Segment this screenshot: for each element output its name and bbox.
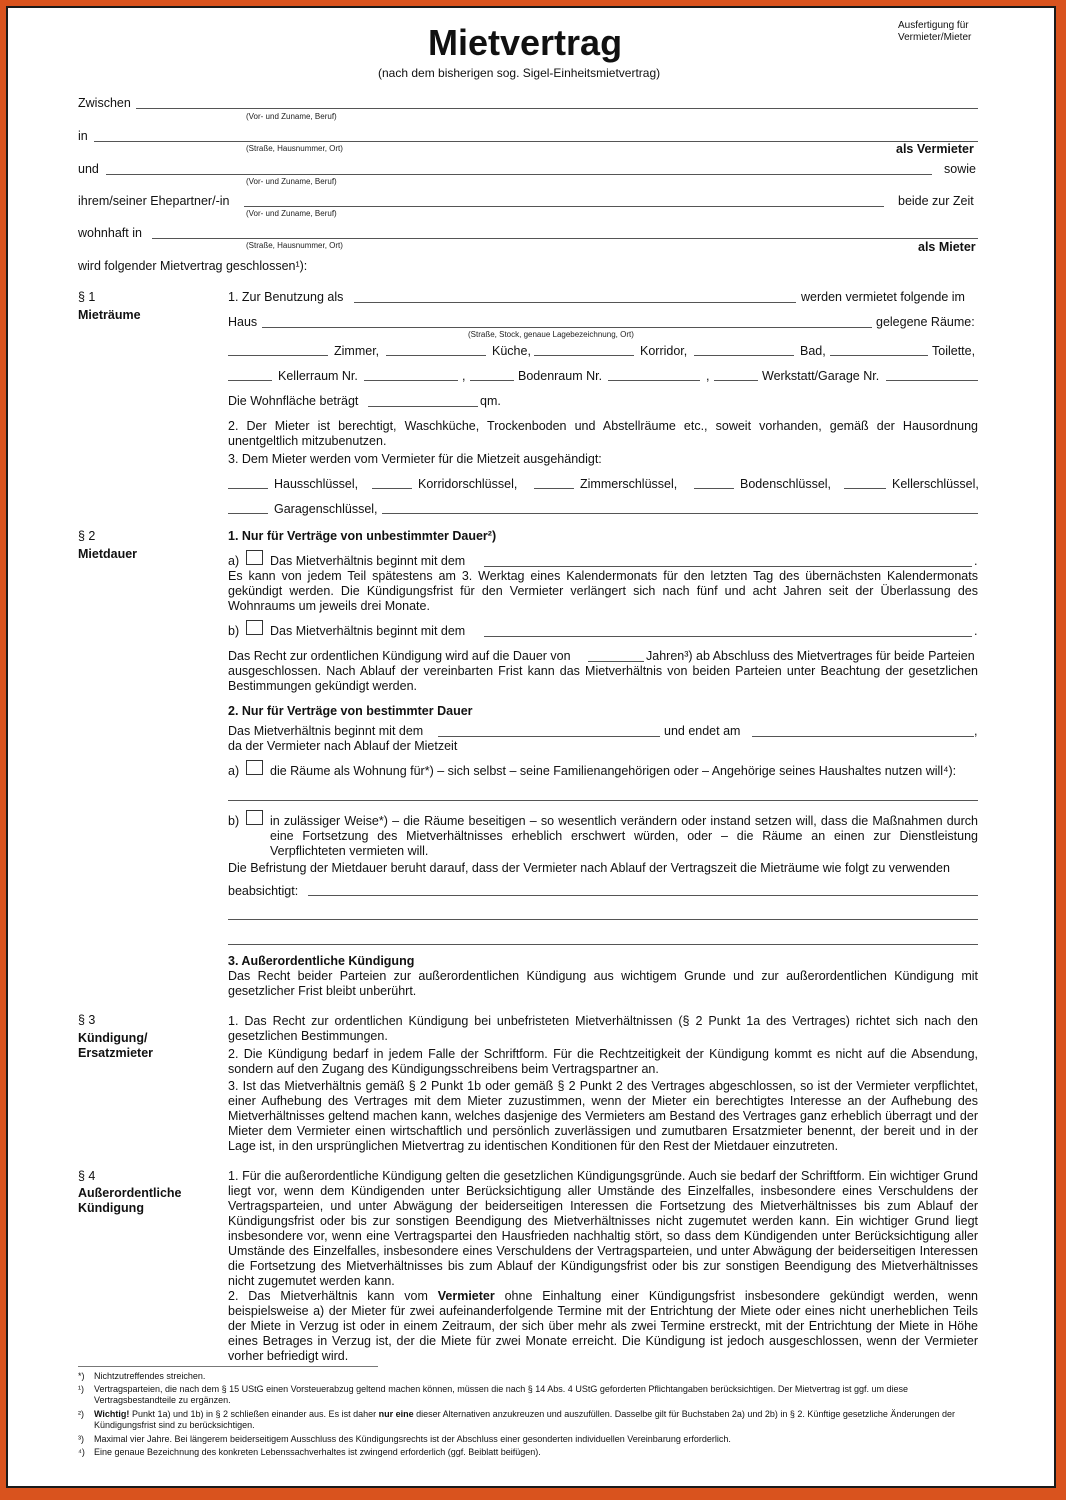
room-key-count[interactable] (534, 488, 574, 489)
hint-addr-2: (Straße, Hausnummer, Ort) (246, 241, 343, 250)
section-2-number: § 2 (78, 529, 96, 543)
section-4-number: § 4 (78, 1169, 96, 1183)
attic-key-count[interactable] (694, 488, 734, 489)
corridor-key-count[interactable] (372, 488, 412, 489)
garage-number-field[interactable] (886, 380, 978, 381)
fn2-bold-2: nur eine (378, 1409, 414, 1419)
s2-a-text: Das Mietverhältnis beginnt mit dem (270, 554, 466, 568)
s4-p2-bold: Vermieter (437, 1289, 495, 1303)
s2-recht-a: Das Recht zur ordentlichen Kündigung wird auf die Dauer von (228, 649, 571, 663)
intended-use-field-2[interactable] (228, 919, 978, 920)
label-wohnflaeche: Die Wohnfläche beträgt (228, 394, 359, 408)
room-toilette: Toilette, (932, 344, 976, 358)
living-area-field[interactable] (368, 406, 478, 407)
page-title: Mietvertrag (428, 22, 623, 63)
label-bodenraum: Bodenraum Nr. (518, 369, 603, 383)
s3-paragraph-3: 3. Ist das Mietverhältnis gemäß § 2 Punkt 1b oder gemäß § 2 Punkt 2 des Vertrages abgeschlossen, so ist der Vermieter verpflichtet, einer Aufhebung des Vertrages mit dem Mieter zuzustimmen, wenn der Mieter ein berechtigtes Interesse an der Aufhebung des Mietverhältnisses geltend machen kann, welches dasjenige des Vermieters am Bestand des Vertrages ganz erheblich überragt und der Mieter dem Vermieter einen wirtschaftlich und persönlich zuverlässigen und zumutbaren Ersatzmieter benennt, der bereit und in der Lage ist, in den ursprünglichen Mietvertrag zu identischen Konditionen für den Rest der Mietdauer einzutreten. (228, 1079, 978, 1153)
label-qm: qm. (480, 394, 501, 408)
fn-mark-3: ³) (78, 1434, 84, 1444)
own-use-reason-field[interactable] (228, 800, 978, 801)
s2-a-paragraph: Es kann von jedem Teil spätestens am 3. Werktag eines Kalendermonats für den letzten Tag des übernächsten Kalendermonats gekündigt werden. Die Kündigungsfrist für den Vermieter verlängert sich nach fünf und acht Jahren seit der Überlassung des Wohnraums um jeweils drei Monate. (228, 569, 978, 613)
copy-note-1: Ausfertigung für (898, 20, 969, 31)
page-subtitle: (nach dem bisherigen sog. Sigel-Einheitsmietvertrag) (378, 66, 661, 80)
s2-recht-b: Jahren³) ab Abschluss des Mietvertrages für beide Parteien (646, 649, 975, 663)
key-zimmer: Zimmerschlüssel, (580, 477, 678, 491)
checkbox-2a[interactable] (246, 760, 263, 775)
fn2-bold-1: Wichtig! (94, 1409, 130, 1419)
section-1-title: Mieträume (78, 308, 141, 322)
section-3-number: § 3 (78, 1013, 96, 1027)
attic-number-field[interactable] (608, 380, 700, 381)
label-in: in (78, 129, 88, 143)
s2-b-label: b) (228, 624, 240, 638)
label-beide-zur-zeit: beide zur Zeit (898, 194, 974, 208)
fn-mark-4: ⁴) (78, 1447, 85, 1457)
s2-beginnt: Das Mietverhältnis beginnt mit dem (228, 724, 424, 738)
section-4-title-2: Kündigung (78, 1201, 144, 1215)
toilet-field[interactable] (830, 355, 928, 356)
s3-paragraph-2: 2. Die Kündigung bedarf in jedem Falle der Schriftform. Für die Rechtzeitigkeit der Kündigung kommt es nicht auf die Absendung, sondern auf den Zugang des Kündigungsschreibens beim Vertragspartner an. (228, 1047, 978, 1076)
s2-heading-1: 1. Nur für Verträge von unbestimmter Dauer²) (228, 529, 497, 543)
corridor-field[interactable] (534, 355, 634, 356)
contract-page (6, 6, 1056, 1488)
s1-paragraph-2: 2. Der Mieter ist berechtigt, Waschküche, Trockenboden und Abstellräume etc., soweit vorhanden, gemäß der Hausordnung unentgeltlich mitzubenutzen. (228, 419, 978, 448)
s2-b2-line1: in zulässiger Weise*) – die Räume beseitigen – so wesentlich verändern oder instand setzen will, dass die Maßnahmen durch eine Fortsetzung des Mietverhältnisses erheblich erschwert würden, oder – die Räume an einen zur Dienstleistung Verpflichteten vermieten will. (270, 814, 978, 858)
label-wohnhaft: wohnhaft in (78, 226, 142, 240)
garage-count-field[interactable] (714, 380, 758, 381)
house-key-count[interactable] (228, 488, 268, 489)
s2-comma: , (974, 724, 978, 738)
s2-da: da der Vermieter nach Ablauf der Mietzeit (228, 739, 458, 753)
spouse-name-field[interactable] (244, 206, 884, 207)
s2-heading-2: 2. Nur für Verträge von bestimmter Dauer (228, 704, 473, 718)
fixed-end-date-field[interactable] (752, 736, 974, 737)
section-1-number: § 1 (78, 290, 96, 304)
fn-mark-0: *) (78, 1371, 85, 1381)
checkbox-1b[interactable] (246, 620, 263, 635)
cellar-key-count[interactable] (844, 488, 886, 489)
landlord-address-field[interactable] (94, 141, 978, 142)
s2-a2-label: a) (228, 764, 240, 778)
garage-key-count[interactable] (228, 513, 268, 514)
fn-mark-2: ²) (78, 1409, 84, 1419)
label-und: und (78, 162, 99, 176)
section-4-title-1: Außerordentliche (78, 1186, 182, 1200)
s3-paragraph-1: 1. Das Recht zur ordentlichen Kündigung bei unbefristeten Mietverhältnissen (§ 2 Punkt 1a des Vertrages) richtet sich nach den gesetzlichen Bestimmungen. (228, 1014, 978, 1043)
room-zimmer: Zimmer, (334, 344, 380, 358)
cellar-count-field[interactable] (228, 380, 272, 381)
s2-endet: und endet am (664, 724, 741, 738)
fn-text-4: Eine genaue Bezeichnung des konkreten Lebenssachverhaltes ist zwingend erforderlich (ggf. Beiblatt beifügen). (94, 1447, 541, 1457)
tenant-address-field[interactable] (152, 238, 978, 239)
hint-name-1: (Vor- und Zuname, Beruf) (246, 112, 337, 121)
cellar-number-field[interactable] (364, 380, 458, 381)
fn2-a: Punkt 1a) und 1b) in § 2 schließen einander aus. Es ist daher (131, 1409, 377, 1419)
hint-haus: (Straße, Stock, genaue Lagebezeichnung, Ort) (468, 330, 634, 339)
s2-befristung: Die Befristung der Mietdauer beruht darauf, dass der Vermieter nach Ablauf der Vertragszeit die Mieträume wie folgt zu verwenden (228, 861, 950, 875)
start-date-1b-field[interactable] (484, 636, 972, 637)
landlord-name-field[interactable] (136, 108, 978, 109)
usage-field[interactable] (354, 302, 796, 303)
s2-a-dot: . (974, 554, 978, 568)
other-keys-field[interactable] (382, 513, 978, 514)
room-bad: Bad, (800, 344, 826, 358)
s4-paragraph-1: 1. Für die außerordentliche Kündigung gelten die gesetzlichen Kündigungsgründe. Auch sie bedarf der Schriftform. Ein wichtiger Grund liegt vor, wenn dem Kündigenden unter Berücksichtigung aller Umstände des Einzelfalles, insbesondere eines Verschuldens der Vertragsparteien, und unter Abwägung der beiderseitigen Interessen die Fortsetzung des Mietverhältnisses bis zum Ablauf der Kündigungsfrist oder bis zur sonstigen Beendigung des Mietverhältnisses nicht zugemutet werden kann. Ein wichtiger Grund liegt insbesondere vor, wenn eine Vertragspartei den Hausfrieden nachhaltig stört, so dass dem Kündigenden unter Berücksichtigung aller Umstände des Einzelfalles, insbesondere eines Verschuldens der Vertragsparteien, und unter Abwägung der beiderseitigen Interessen die Fortsetzung des Mietverhältnisses bis zum Ablauf der Kündigungsfrist oder bis zur sonstigen Beendigung des Mietverhältnisses nicht zugemutet werden kann. (228, 1169, 978, 1288)
hint-name-2: (Vor- und Zuname, Beruf) (246, 177, 337, 186)
checkbox-1a[interactable] (246, 550, 263, 565)
label-als-mieter: als Mieter (918, 240, 976, 254)
fn-mark-1: ¹) (78, 1384, 84, 1394)
s2-b-dot: . (974, 624, 978, 638)
key-haus: Hausschlüssel, (274, 477, 359, 491)
fixed-start-date-field[interactable] (438, 736, 660, 737)
s2-recht-paragraph: ausgeschlossen. Nach Ablauf der vereinbarten Frist kann das Mietverhältnis von beiden Parteien unter Beachtung der gesetzlichen Bestimmungen gekündigt werden. (228, 664, 978, 693)
room-korridor: Korridor, (640, 344, 688, 358)
label-sowie: sowie (944, 162, 976, 176)
comma-1: , (462, 369, 466, 383)
label-zwischen: Zwischen (78, 96, 131, 110)
tenant-name-field[interactable] (106, 174, 932, 175)
s1-zur-benutzung: 1. Zur Benutzung als (228, 290, 344, 304)
intended-use-field-3[interactable] (228, 944, 978, 945)
s2-a2-text: die Räume als Wohnung für*) – sich selbst – seine Familienangehörigen oder – Angehörige seines Haushaltes nutzen will⁴): (270, 764, 957, 778)
label-als-vermieter: als Vermieter (896, 142, 974, 156)
key-boden: Bodenschlüssel, (740, 477, 832, 491)
fn-text-1: Vertragsparteien, die nach dem § 15 UStG einen Vorsteuerabzug geltend machen können, müssen die nach § 14 Abs. 4 UStG geforderten Pflichtangaben berücksichtigen. Der Mietvertrag ist ggf. um diese Vertragsbestandteile zu ergänzen. (94, 1384, 908, 1405)
s1-haus: Haus (228, 315, 258, 329)
rooms-count-field[interactable] (228, 355, 328, 356)
kitchen-field[interactable] (386, 355, 486, 356)
section-2-title: Mietdauer (78, 547, 138, 561)
label-kellerraum: Kellerraum Nr. (278, 369, 358, 383)
section-3-title-1: Kündigung/ (78, 1031, 148, 1045)
fn-text-3: Maximal vier Jahre. Bei längerem beiderseitigem Ausschluss des Kündigungsrechts ist der Abschluss einer gesonderten individuellen Vereinbarung erforderlich. (94, 1434, 731, 1444)
bath-field[interactable] (694, 355, 794, 356)
footnote-divider (78, 1366, 378, 1367)
key-korridor: Korridorschlüssel, (418, 477, 518, 491)
copy-note-2: Vermieter/Mieter (898, 32, 972, 43)
key-garage: Garagenschlüssel, (274, 502, 378, 516)
s1-gelegene: gelegene Räume: (876, 315, 975, 329)
fn2-b: dieser Alternativen anzukreuzen und auszufüllen. Dasselbe gilt für Buchstaben 2a) und 2b) in § 2. Künftige gesetzliche Änderungen der Kündigungsfrist sind zu berücksichtigen. (94, 1409, 955, 1430)
label-ehepartner: ihrem/seiner Ehepartner/-in (78, 194, 230, 208)
s2-b-text: Das Mietverhältnis beginnt mit dem (270, 624, 466, 638)
intended-use-field-1[interactable] (308, 895, 978, 896)
section-3-title-2: Ersatzmieter (78, 1046, 154, 1060)
house-field[interactable] (262, 327, 872, 328)
s4-p2-b: ohne Einhaltung einer Kündigungsfrist insbesondere gekündigt werden, wenn beispielsweise a) der Mieter für zwei aufeinanderfolgende Termine mit der Entrichtung der Miete oder eines nicht unerheblichen Teils der Miete in Verzug ist oder in einem Zeitraum, der sich über mehr als zwei Termine erstreckt, mit der Entrichtung der Miete in Höhe eines Betrages in Verzug ist, der die Miete für zwei Monate erreicht. Die Kündigung ist jedoch ausgeschlossen, wenn der Vermieter vorher befriedigt wird. (228, 1289, 978, 1363)
room-kueche: Küche, (492, 344, 531, 358)
s2-heading-3: 3. Außerordentliche Kündigung (228, 954, 415, 968)
fn-text-0: Nichtzutreffendes streichen. (94, 1371, 206, 1381)
s2-a-label: a) (228, 554, 240, 568)
s1-paragraph-3: 3. Dem Mieter werden vom Vermieter für die Mietzeit ausgehändigt: (228, 452, 602, 466)
hint-addr-1: (Straße, Hausnummer, Ort) (246, 144, 343, 153)
s1-vermietet: werden vermietet folgende im (801, 290, 965, 304)
exclusion-years-field[interactable] (588, 661, 644, 662)
attic-count-field[interactable] (470, 380, 514, 381)
key-keller: Kellerschlüssel, (892, 477, 979, 491)
s2-b2-label: b) (228, 814, 240, 828)
s2-beabsichtigt: beabsichtigt: (228, 884, 299, 898)
s4-p2-a: 2. Das Mietverhältnis kann vom (228, 1289, 428, 1303)
s2-paragraph-3: Das Recht beider Parteien zur außerordentlichen Kündigung aus wichtigem Grunde und zur außerordentlichen Kündigung mit gesetzlicher Frist bleibt unberührt. (228, 969, 978, 998)
comma-2: , (706, 369, 710, 383)
label-werkstatt: Werkstatt/Garage Nr. (762, 369, 880, 383)
start-date-1a-field[interactable] (484, 566, 972, 567)
s4-paragraph-2 (228, 1289, 978, 1364)
checkbox-2b[interactable] (246, 810, 263, 825)
fn-text-2 (94, 1409, 978, 1431)
hint-name-3: (Vor- und Zuname, Beruf) (246, 209, 337, 218)
label-geschlossen: wird folgender Mietvertrag geschlossen¹): (78, 259, 308, 273)
